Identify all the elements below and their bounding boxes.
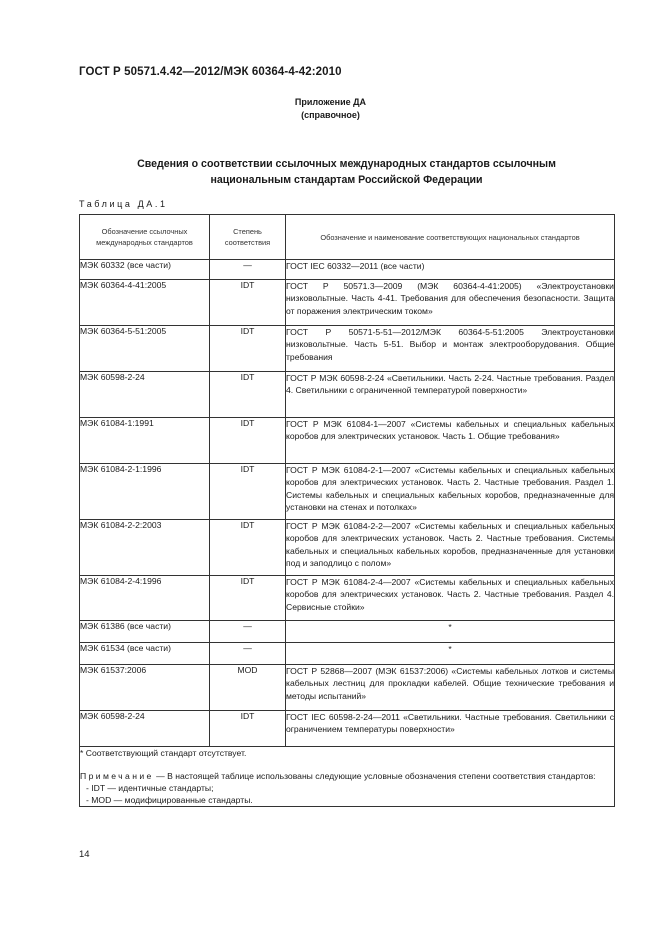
degree-cell-text: — xyxy=(243,621,252,631)
national-standard-cell-text: * xyxy=(448,644,452,654)
national-standard-cell-text: ГОСТ Р 50571.3—2009 (МЭК 60364-4-41:2005) «Электроустановки низковольтные. Часть 4-41. Требования для обеспечения безопасности. Защита от поражения электрическим током» xyxy=(286,281,614,316)
table-row xyxy=(80,280,615,326)
footnote: * Соответствующий стандарт отсутствует. xyxy=(80,748,247,758)
table-row xyxy=(80,464,615,520)
intl-standard-cell xyxy=(80,418,210,464)
intl-standard-cell-text: МЭК 60598-2-24 xyxy=(80,372,145,382)
note-item-mod: - MOD — модифицированные стандарты. xyxy=(86,795,253,805)
intl-standard-cell xyxy=(80,665,210,711)
col-header-intl-line-1: Обозначение ссылочных xyxy=(101,227,188,236)
degree-cell-text: — xyxy=(243,643,252,653)
note-item-idt: - IDT — идентичные стандарты; xyxy=(86,783,214,793)
national-standard-cell-text: ГОСТ Р МЭК 60598-2-24 «Светильники. Часть 2-24. Частные требования. Раздел 4. Светильники с ограниченной температурой поверхности» xyxy=(286,373,614,396)
intl-standard-cell-text: МЭК 60364-4-41:2005 xyxy=(80,280,167,290)
degree-cell-text: MOD xyxy=(237,665,258,675)
intl-standard-cell xyxy=(80,280,210,326)
degree-cell xyxy=(210,464,286,520)
intl-standard-cell xyxy=(80,711,210,747)
national-standard-cell xyxy=(286,260,615,280)
degree-cell-text: IDT xyxy=(240,711,255,721)
intl-standard-cell-text: МЭК 61084-2-4:1996 xyxy=(80,576,162,586)
note-text: — В настоящей таблице использованы следующие условные обозначения степени соответствия стандартов: xyxy=(153,771,596,781)
table-body xyxy=(80,260,615,747)
correspondence-table xyxy=(79,214,615,807)
annex-heading xyxy=(0,96,661,122)
annex-subtitle: (справочное) xyxy=(301,110,360,120)
national-standard-cell xyxy=(286,520,615,576)
degree-cell xyxy=(210,418,286,464)
degree-cell xyxy=(210,576,286,621)
table-row xyxy=(80,665,615,711)
col-header-national: Обозначение и наименование соответствующих национальных стандартов xyxy=(286,215,615,260)
col-header-intl xyxy=(80,215,210,260)
national-standard-cell xyxy=(286,280,615,326)
degree-cell-text: IDT xyxy=(240,326,255,336)
intl-standard-cell-text: МЭК 60598-2-24 xyxy=(80,711,145,721)
table-row xyxy=(80,372,615,418)
degree-cell-text: IDT xyxy=(240,280,255,290)
table-footer xyxy=(80,747,615,807)
intl-standard-cell-text: МЭК 61084-2-2:2003 xyxy=(80,520,162,530)
national-standard-cell-text: ГОСТ Р 52868—2007 (МЭК 61537:2006) «Системы кабельных лотков и системы кабельных лестниц для прокладки кабелей. Общие технические требования и методы испытаний» xyxy=(286,666,614,701)
degree-cell-text: IDT xyxy=(240,418,255,428)
table-footer-row xyxy=(80,747,615,807)
intl-standard-cell-text: МЭК 61386 (все части) xyxy=(80,621,171,631)
degree-cell-text: IDT xyxy=(240,576,255,586)
table-row xyxy=(80,643,615,665)
intl-standard-cell-text: МЭК 61534 (все части) xyxy=(80,643,171,653)
col-header-degree-line-1: Степень xyxy=(233,227,262,236)
document-header: ГОСТ Р 50571.4.42—2012/МЭК 60364-4-42:2010 xyxy=(79,66,342,78)
table-row xyxy=(80,621,615,643)
section-title-line-1: Сведения о соответствии ссылочных международных стандартов ссылочным xyxy=(137,158,556,170)
table-row xyxy=(80,711,615,747)
national-standard-cell xyxy=(286,576,615,621)
degree-cell xyxy=(210,372,286,418)
national-standard-cell xyxy=(286,711,615,747)
intl-standard-cell xyxy=(80,372,210,418)
intl-standard-cell xyxy=(80,576,210,621)
col-header-degree xyxy=(210,215,286,260)
degree-cell xyxy=(210,643,286,665)
intl-standard-cell-text: МЭК 61084-2-1:1996 xyxy=(80,464,162,474)
table-label xyxy=(79,199,168,209)
degree-cell xyxy=(210,260,286,280)
national-standard-cell-text: ГОСТ Р МЭК 61084-2-2—2007 «Системы кабельных и специальных кабельных коробов для электрических установок. Часть 2. Частные требования. Системы кабельных и специальных кабельных коробов, предназначенные для установки под и заподлицо с полом» xyxy=(286,521,614,568)
note xyxy=(80,770,614,782)
table-row xyxy=(80,576,615,621)
degree-cell xyxy=(210,621,286,643)
section-title-line-2: национальным стандартам Российской Федерации xyxy=(210,174,483,186)
degree-cell xyxy=(210,711,286,747)
table-row xyxy=(80,260,615,280)
national-standard-cell-text: ГОСТ Р МЭК 61084-2-1—2007 «Системы кабельных и специальных кабельных коробов для электрических установок. Часть 2. Частные требования. Раздел 1. Системы кабельных и специальных кабельных коробов, предназначенные для установки на стенах и потолках» xyxy=(286,465,614,512)
table-header-row xyxy=(80,215,615,260)
intl-standard-cell-text: МЭК 60332 (все части) xyxy=(80,260,171,270)
col-header-degree-line-2: соответствия xyxy=(224,238,271,247)
intl-standard-cell xyxy=(80,643,210,665)
national-standard-cell xyxy=(286,372,615,418)
national-standard-cell-text: ГОСТ IEC 60332—2011 (все части) xyxy=(286,261,425,271)
degree-cell xyxy=(210,520,286,576)
degree-cell-text: IDT xyxy=(240,372,255,382)
intl-standard-cell xyxy=(80,326,210,372)
page-number: 14 xyxy=(79,849,90,860)
section-title xyxy=(79,156,614,188)
table-row xyxy=(80,520,615,576)
annex-title: Приложение ДА xyxy=(294,97,367,107)
note-label: Примечание xyxy=(80,771,154,781)
intl-standard-cell-text: МЭК 60364-5-51:2005 xyxy=(80,326,167,336)
degree-cell xyxy=(210,280,286,326)
degree-cell-text: — xyxy=(243,260,252,270)
table-row xyxy=(80,418,615,464)
national-standard-cell xyxy=(286,326,615,372)
intl-standard-cell xyxy=(80,260,210,280)
national-standard-cell-text: ГОСТ Р МЭК 61084-1—2007 «Системы кабельных и специальных кабельных коробов для электрических установок. Часть 1. Общие требования» xyxy=(286,419,614,442)
intl-standard-cell xyxy=(80,621,210,643)
degree-cell xyxy=(210,326,286,372)
degree-cell-text: IDT xyxy=(240,464,255,474)
national-standard-cell-text: ГОСТ Р МЭК 61084-2-4—2007 «Системы кабельных и специальных кабельных коробов для электрических установок. Часть 2. Частные требования. Раздел 4. Сервисные стойки» xyxy=(286,577,614,612)
national-standard-cell xyxy=(286,464,615,520)
national-standard-cell xyxy=(286,418,615,464)
table-row xyxy=(80,326,615,372)
intl-standard-cell xyxy=(80,464,210,520)
national-standard-cell-text: ГОСТ Р 50571-5-51—2012/МЭК 60364-5-51:2005 Электроустановки низковольтные. Часть 5-51. Выбор и монтаж электрооборудования. Общие требования xyxy=(286,327,614,362)
col-header-intl-line-2: международных стандартов xyxy=(96,238,193,247)
national-standard-cell xyxy=(286,621,615,643)
national-standard-cell-text: * xyxy=(448,622,452,632)
degree-cell-text: IDT xyxy=(240,520,255,530)
national-standard-cell xyxy=(286,665,615,711)
national-standard-cell xyxy=(286,643,615,665)
intl-standard-cell xyxy=(80,520,210,576)
intl-standard-cell-text: МЭК 61537:2006 xyxy=(80,665,147,675)
table-label-text: Таблица ДА.1 xyxy=(79,199,168,209)
intl-standard-cell-text: МЭК 61084-1:1991 xyxy=(80,418,154,428)
national-standard-cell-text: ГОСТ IEC 60598-2-24—2011 «Светильники. Частные требования. Светильники с ограничением температуры поверхности» xyxy=(286,712,614,735)
degree-cell xyxy=(210,665,286,711)
